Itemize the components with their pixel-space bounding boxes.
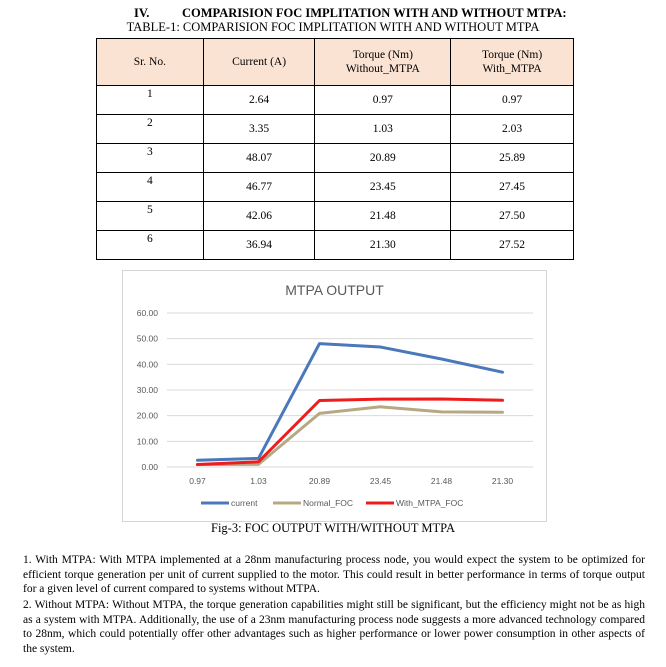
cell-with-mtpa: 27.52 xyxy=(451,231,574,260)
paragraph-without-mtpa: 2. Without MTPA: Without MTPA, the torque generation capabilities might still be significant, but the efficiency might not be as high as a system with MTPA. Additionally, the use of a 23nm manufacturing process node suggests a more advanced technology compared to 28nm, which could potentially offer other advantages such as higher performance or lower power consumption in other aspects of the system. xyxy=(23,599,645,655)
legend-label: current xyxy=(231,498,258,508)
section-number: IV. xyxy=(134,6,150,20)
header-torque-with-line1: Torque (Nm) xyxy=(482,49,543,61)
legend-label: Normal_FOC xyxy=(303,498,354,508)
mtpa-output-chart xyxy=(122,270,547,522)
cell-with-mtpa: 27.50 xyxy=(451,202,574,231)
chart-gridlines xyxy=(167,313,533,467)
x-tick-label: 23.45 xyxy=(369,476,392,486)
cell-with-mtpa: 25.89 xyxy=(451,144,574,173)
cell-sr: 4 xyxy=(97,173,204,202)
x-tick-label: 1.03 xyxy=(250,476,267,486)
header-torque-with-line2: With_MTPA xyxy=(482,63,542,75)
x-tick-label: 20.89 xyxy=(308,476,331,486)
chart-y-axis xyxy=(137,308,159,472)
table-row xyxy=(97,86,574,115)
header-torque-with xyxy=(451,39,574,86)
table-caption: TABLE-1: COMPARISION FOC IMPLITATION WITH AND WITHOUT MTPA xyxy=(126,20,540,34)
chart-title: MTPA OUTPUT xyxy=(285,282,384,298)
cell-without-mtpa: 23.45 xyxy=(315,173,451,202)
section-title: COMPARISION FOC IMPLITATION WITH AND WITHOUT MTPA: xyxy=(182,6,567,20)
cell-without-mtpa: 20.89 xyxy=(315,144,451,173)
table-row xyxy=(97,202,574,231)
cell-with-mtpa: 0.97 xyxy=(451,86,574,115)
cell-current: 42.06 xyxy=(203,202,315,231)
header-sr-no: Sr. No. xyxy=(97,39,204,86)
header-torque-without-line2: Without_MTPA xyxy=(345,63,420,75)
comparison-table xyxy=(96,38,574,260)
header-torque-without-line1: Torque (Nm) xyxy=(352,49,413,61)
figure-caption: Fig-3: FOC OUTPUT WITH/WITHOUT MTPA xyxy=(211,521,455,535)
x-tick-label: 21.48 xyxy=(430,476,453,486)
cell-sr: 5 xyxy=(97,202,204,231)
x-tick-label: 21.30 xyxy=(491,476,514,486)
table-row xyxy=(97,144,574,173)
cell-current: 48.07 xyxy=(203,144,315,173)
legend-label: With_MTPA_FOC xyxy=(396,498,464,508)
cell-current: 3.35 xyxy=(203,115,315,144)
cell-without-mtpa: 1.03 xyxy=(315,115,451,144)
chart-x-axis xyxy=(189,476,513,486)
y-tick-label: 0.00 xyxy=(141,462,158,472)
table-header-row xyxy=(97,39,574,86)
cell-sr: 3 xyxy=(97,144,204,173)
y-tick-label: 40.00 xyxy=(136,359,158,370)
cell-current: 46.77 xyxy=(203,173,315,202)
cell-with-mtpa: 2.03 xyxy=(451,115,574,144)
chart-canvas xyxy=(123,271,546,521)
y-tick-label: 50.00 xyxy=(136,333,158,344)
cell-without-mtpa: 21.30 xyxy=(315,231,451,260)
cell-sr: 2 xyxy=(97,115,204,144)
cell-sr: 6 xyxy=(97,231,204,260)
table-row xyxy=(97,173,574,202)
table-row xyxy=(97,231,574,260)
table-row xyxy=(97,115,574,144)
cell-with-mtpa: 27.45 xyxy=(451,173,574,202)
cell-current: 36.94 xyxy=(203,231,315,260)
chart-series xyxy=(198,344,503,465)
paragraph-with-mtpa: 1. With MTPA: With MTPA implemented at a 28nm manufacturing process node, you would expect the system to be optimized for efficient torque generation per unit of current supplied to the motor. This could result in better performance in terms of torque output for a given level of current compared to systems without MTPA. xyxy=(23,554,645,595)
cell-sr: 1 xyxy=(97,86,204,115)
y-tick-label: 20.00 xyxy=(136,410,158,421)
section-heading xyxy=(134,6,654,21)
cell-current: 2.64 xyxy=(203,86,315,115)
series-line-current xyxy=(198,344,503,461)
cell-without-mtpa: 21.48 xyxy=(315,202,451,231)
x-tick-label: 0.97 xyxy=(189,476,206,486)
cell-without-mtpa: 0.97 xyxy=(315,86,451,115)
header-current: Current (A) xyxy=(203,39,315,86)
y-tick-label: 10.00 xyxy=(136,436,158,447)
chart-legend xyxy=(201,498,463,508)
y-tick-label: 60.00 xyxy=(136,308,158,318)
y-tick-label: 30.00 xyxy=(136,385,158,395)
header-torque-without xyxy=(315,39,451,86)
